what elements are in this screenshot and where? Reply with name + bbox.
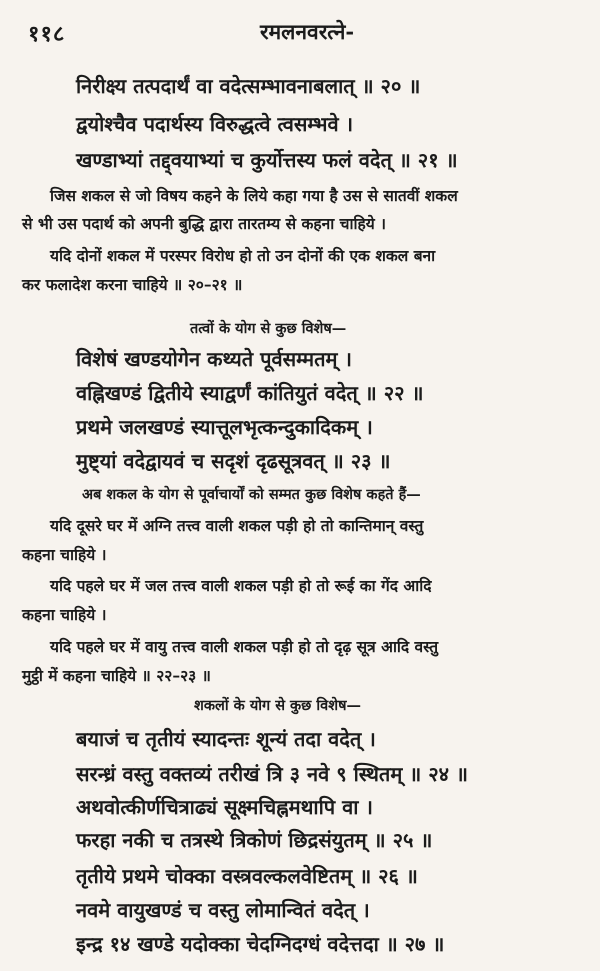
verse-line: नवमे वायुखण्डं च वस्तु लोमान्वितं वदेत् । — [76, 898, 370, 922]
verse-line: निरीक्ष्य तत्पदार्थं वा वदेत्सम्भावनाबलात् ॥ २० ॥ — [76, 74, 421, 98]
verse-line: वह्निखण्डं द्वितीये स्याद्वर्णं कांतियुतं वदेत् ॥ २२ ॥ — [76, 381, 424, 405]
commentary-line: जिस शकल से जो विषय कहने के लिये कहा गया है उस से सातवीं शकल — [50, 186, 458, 205]
commentary-line: यदि दोनों शकल में परस्पर विरोध हो तो उन दोनों की एक शकल बना — [50, 246, 436, 265]
commentary-line: यदि पहले घर में वायु तत्त्व वाली शकल पड़ी हो तो दृढ़ सूत्र आदि वस्तु — [50, 637, 439, 656]
section-heading: शकलों के योग से कुछ विशेष— — [194, 697, 361, 714]
commentary-line: कहना चाहिये । — [22, 545, 107, 564]
page-number: ११८ — [28, 21, 66, 47]
verse-line: मुष्ट्यां वदेद्वायवं च सदृशं दृढसूत्रवत् ॥ २३ ॥ — [76, 449, 391, 473]
commentary-line: यदि पहले घर में जल तत्त्व वाली शकल पड़ी हो तो रूई का गेंद आदि — [50, 576, 432, 595]
verse-line: फरहा नकी च तत्रस्थे त्रिकोणं छिद्रसंयुतम् ॥ २५ ॥ — [76, 828, 433, 852]
verse-line: विशेषं खण्डयोगेन कथ्यते पूर्वसम्मतम् । — [76, 347, 352, 371]
verse-line: तृतीये प्रथमे चोक्का वस्त्रवल्कलवेष्टितम् ॥ २६ ॥ — [76, 864, 418, 888]
commentary-line: से भी उस पदार्थ को अपनी बुद्धि द्वारा तारतम्य से कहना चाहिये । — [22, 214, 387, 233]
verse-line: खण्डाभ्यां तद्द्वयाभ्यां च कुर्योत्तस्य फलं वदेत् ॥ २१ ॥ — [76, 148, 458, 172]
verse-line: सरन्ध्रं वस्तु वक्तव्यं तरीखं त्रि ३ नवे ९ स्थितम् ॥ २४ ॥ — [76, 762, 468, 786]
verse-line: अथवोत्कीर्णचित्राढ्यं सूक्ष्मचिह्नमथापि वा । — [76, 795, 373, 819]
verse-line: प्रथमे जलखण्डं स्यात्तूलभृत्कन्दुकादिकम् । — [76, 415, 373, 439]
section-heading: अब शकल के योग से पूर्वाचार्यों को सम्मत कुछ विशेष कहते हैं— — [82, 486, 421, 503]
commentary-line: कर फलादेश करना चाहिये ॥ २०–२१ ॥ — [22, 275, 243, 294]
page-header — [28, 18, 572, 48]
verse-line: इन्द्र १४ खण्डे यदोक्का चेदग्निदग्धं वदेत्तदा ॥ २७ ॥ — [76, 932, 445, 956]
commentary-line: कहना चाहिये । — [22, 605, 107, 624]
commentary-line: यदि दूसरे घर में अग्नि तत्त्व वाली शकल पड़ी हो तो कान्तिमान् वस्तु — [50, 516, 424, 535]
commentary-line: मुट्ठी में कहना चाहिये ॥ २२–२३ ॥ — [22, 666, 211, 685]
verse-line: बयाजं च तृतीयं स्यादन्तः शून्यं तदा वदेत् । — [76, 727, 376, 751]
section-heading: तत्वों के योग से कुछ विशेष— — [190, 320, 347, 337]
running-title: रमलनवरत्ने- — [260, 19, 355, 44]
verse-line: द्वयोश्चैव पदार्थस्य विरुद्धत्वे त्वसम्भवे । — [76, 112, 354, 136]
